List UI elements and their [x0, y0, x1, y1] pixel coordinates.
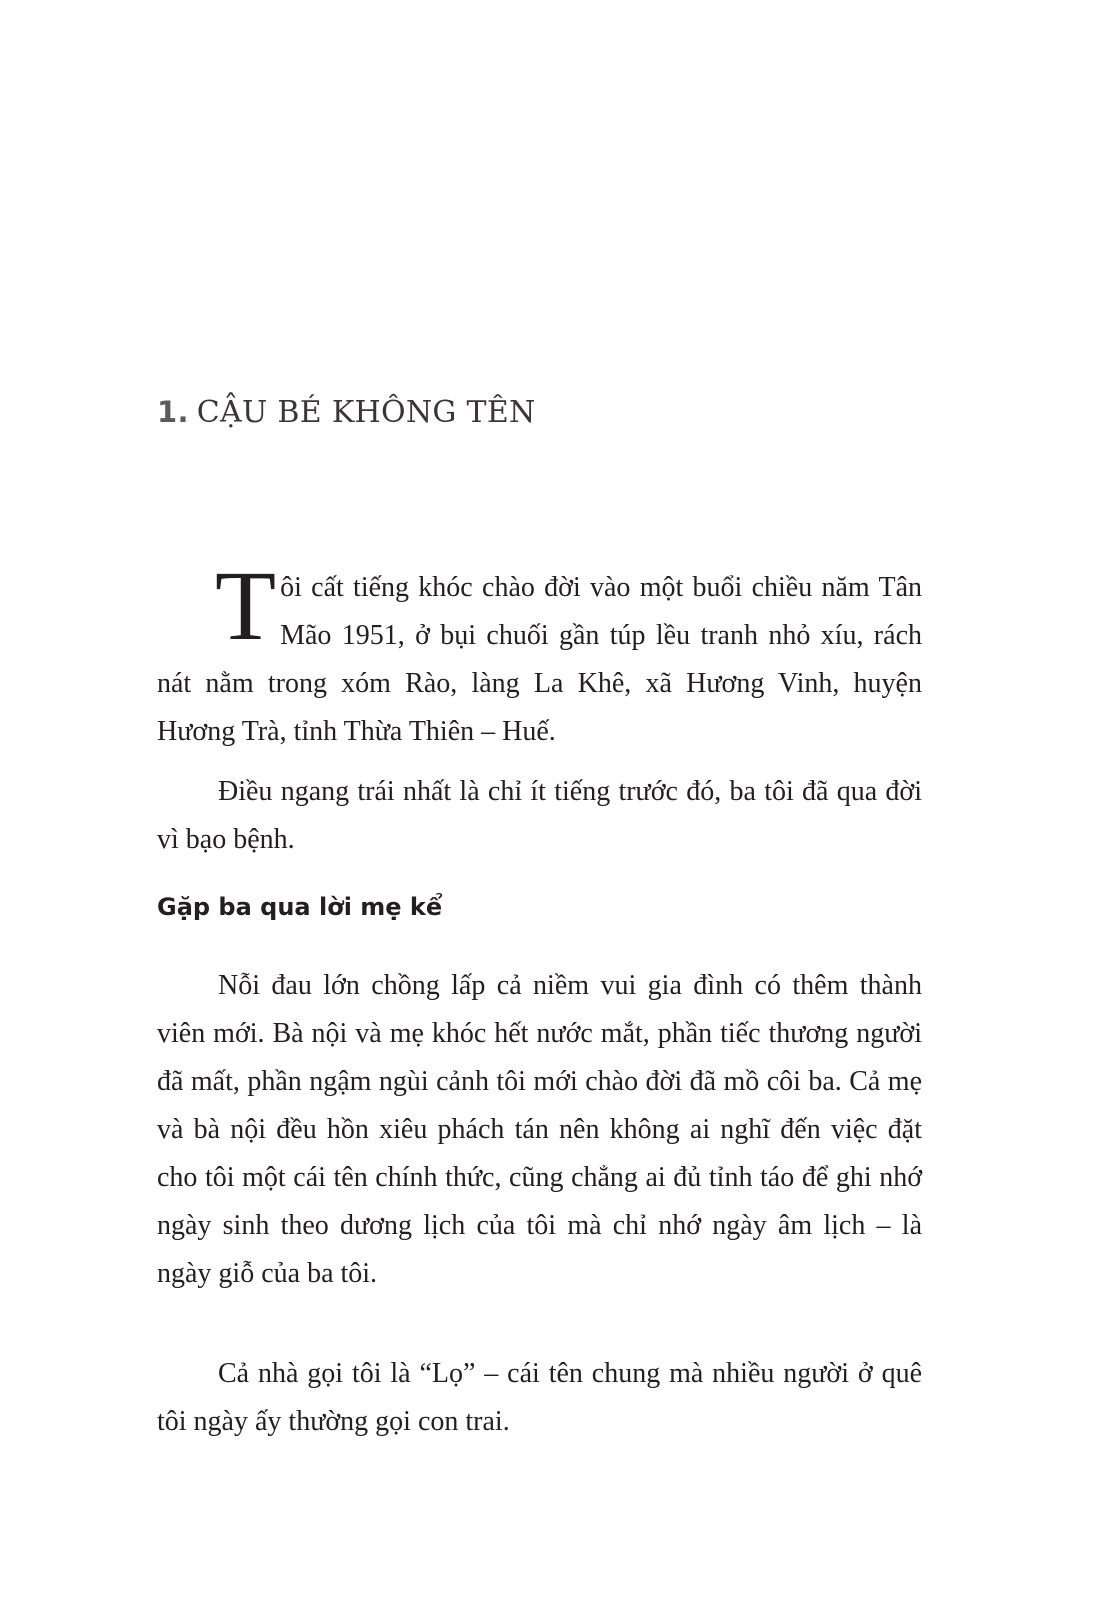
section-heading: Gặp ba qua lời mẹ kể — [157, 893, 443, 921]
drop-cap: T — [215, 550, 277, 661]
paragraph-father-death: Điều ngang trái nhất là chỉ ít tiếng trước đó, ba tôi đã qua đời vì bạo bệnh. — [157, 776, 922, 855]
paragraph-nickname: Cả nhà gọi tôi là “Lọ” – cái tên chung mà nhiều người ở quê tôi ngày ấy thường gọi con trai. — [157, 1358, 922, 1437]
paragraph-opening-text: ôi cất tiếng khóc chào đời vào một buổi chiều năm Tân Mão 1951, ở bụi chuối gần túp lều tranh nhỏ xíu, rách nát nằm trong xóm Rào, làng La Khê, xã Hương Vinh, huyện Hương Trà, tỉnh Thừa Thiên – Huế. — [157, 572, 922, 747]
chapter-title — [157, 395, 536, 430]
paragraph-grief: Nỗi đau lớn chồng lấp cả niềm vui gia đình có thêm thành viên mới. Bà nội và mẹ khóc hết nước mắt, phần tiếc thương người đã mất, phần ngậm ngùi cảnh tôi mới chào đời đã mồ côi ba. Cả mẹ và bà nội đều hồn xiêu phách tán nên không ai nghĩ đến việc đặt cho tôi một cái tên chính thức, cũng chẳng ai đủ tỉnh táo để ghi nhớ ngày sinh theo dương lịch của tôi mà chỉ nhớ ngày âm lịch – là ngày giỗ của ba tôi. — [157, 970, 922, 1289]
paragraph-opening — [157, 550, 922, 756]
chapter-title-text: CẬU BÉ KHÔNG TÊN — [196, 395, 536, 430]
chapter-number: 1. — [157, 395, 189, 429]
